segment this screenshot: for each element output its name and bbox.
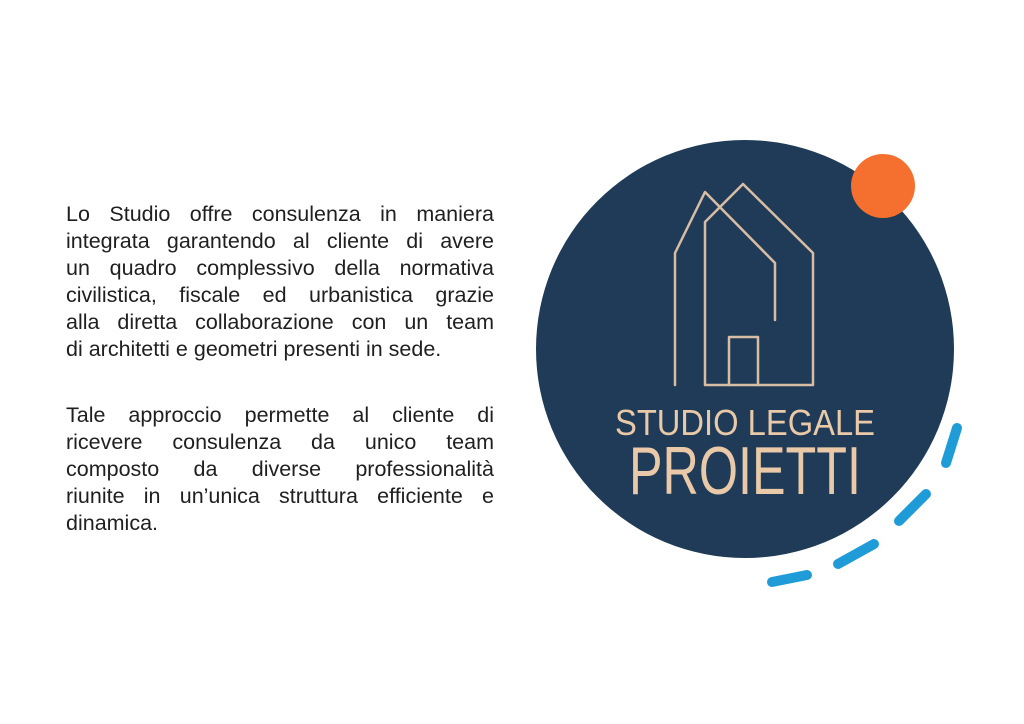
arc-dash-4 xyxy=(946,428,957,463)
paragraph-line: riunite in un’unica struttura efficiente e xyxy=(66,484,494,508)
arc-dash-3 xyxy=(899,494,926,521)
paragraph-line: alla diretta collaborazione con un team xyxy=(66,310,494,334)
paragraph-line: Tale approccio permette al cliente di xyxy=(66,403,494,427)
paragraph-line: composto da diverse professionalità xyxy=(66,457,494,481)
logo-text-studio-legale: STUDIO LEGALE xyxy=(615,402,875,443)
paragraph-line: dinamica. xyxy=(66,511,159,535)
logo-text-proietti: PROIETTI xyxy=(629,433,861,509)
paragraph-line: un quadro complessivo della normativa xyxy=(66,256,494,280)
paragraph-line: ricevere consulenza da unico team xyxy=(66,430,494,454)
orange-accent-circle xyxy=(851,154,915,218)
arc-dash-2 xyxy=(838,544,874,564)
paragraph-line: integrata garantendo al cliente di avere xyxy=(66,229,494,253)
paragraph-line: civilistica, fiscale ed urbanistica grazie xyxy=(66,283,494,307)
paragraph-line: Lo Studio offre consulenza in maniera xyxy=(66,202,494,226)
paragraph-line: di architetti e geometri presenti in sede. xyxy=(66,337,442,361)
arc-dash-1 xyxy=(772,575,807,582)
